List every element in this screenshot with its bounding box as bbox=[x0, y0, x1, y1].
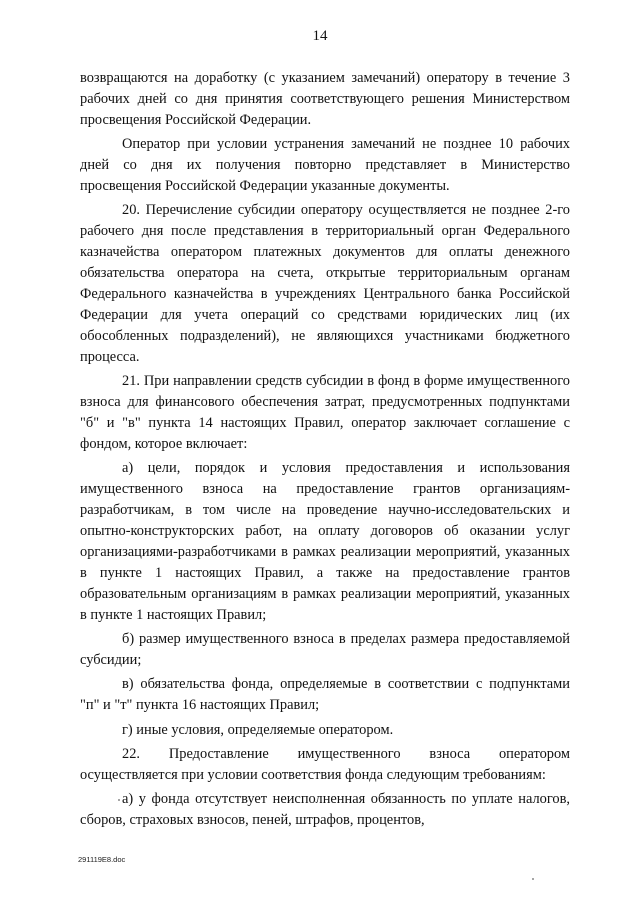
paragraph: Оператор при условии устранения замечаний не позднее 10 рабочих дней со дня их получения повторно представляет в Министерство просвещения Российской Федерации указанные документы. bbox=[80, 136, 570, 195]
scan-speck bbox=[118, 799, 120, 801]
paragraph-item-22: 22. Предоставление имущественного взноса оператором осуществляется при условии соответствия фонда следующим требованиям: bbox=[80, 746, 570, 783]
subitem-g: г) иные условия, определяемые оператором. bbox=[122, 721, 394, 738]
page-number: 14 bbox=[312, 28, 328, 44]
subitem-a-requirement: а) у фонда отсутствует неисполненная обязанность по уплате налогов, сборов, страховых взносов, пеней, штрафов, процентов, bbox=[80, 791, 570, 829]
document-body bbox=[80, 68, 570, 835]
subitem-b: б) размер имущественного взноса в пределах размера предоставляемой субсидии; bbox=[80, 631, 570, 668]
footer-document-code: 291119E8.doc bbox=[78, 855, 126, 864]
subitem-v: в) обязательства фонда, определяемые в соответствии с подпунктами "п" и "т" пункта 16 настоящих Правил; bbox=[80, 676, 570, 714]
paragraph-item-21: 21. При направлении средств субсидии в фонд в форме имущественного взноса для финансового обеспечения затрат, предусмотренных подпунктами "б" и "в" пункта 14 настоящих Правил, оператор заключает соглашение с фондом, которое включает: bbox=[80, 373, 570, 452]
subitem-a: а) цели, порядок и условия предоставления и использования имущественного взноса на предоставление грантов организациям-разработчикам, в том числе на проведение научно-исследовательских и опытно-конструкторских работ, на оплату договоров об оказании услуг организациями-разработчиками в рамках реализации мероприятий, указанных в пункте 1 настоящих Правил, а также на предоставление грантов образовательным организациям в рамках реализации мероприятий, указанных в пункте 1 настоящих Правил; bbox=[80, 460, 570, 623]
paragraph-item-20: 20. Перечисление субсидии оператору осуществляется не позднее 2-го рабочего дня после представления в территориальный орган Федерального казначейства оператором платежных документов для оплаты денежного обязательства оператора на счета, открытые территориальным органам Федерального казначейства в учреждениях Центрального банка Российской Федерации для учета операций со средствами юридических лиц (их обособленных подразделений), не являющихся участниками бюджетного процесса. bbox=[80, 202, 570, 365]
scan-speck bbox=[532, 878, 534, 880]
paragraph: возвращаются на доработку (с указанием замечаний) оператору в течение 3 рабочих дней со дня принятия соответствующего решения Министерством просвещения Российской Федерации. bbox=[80, 70, 570, 128]
